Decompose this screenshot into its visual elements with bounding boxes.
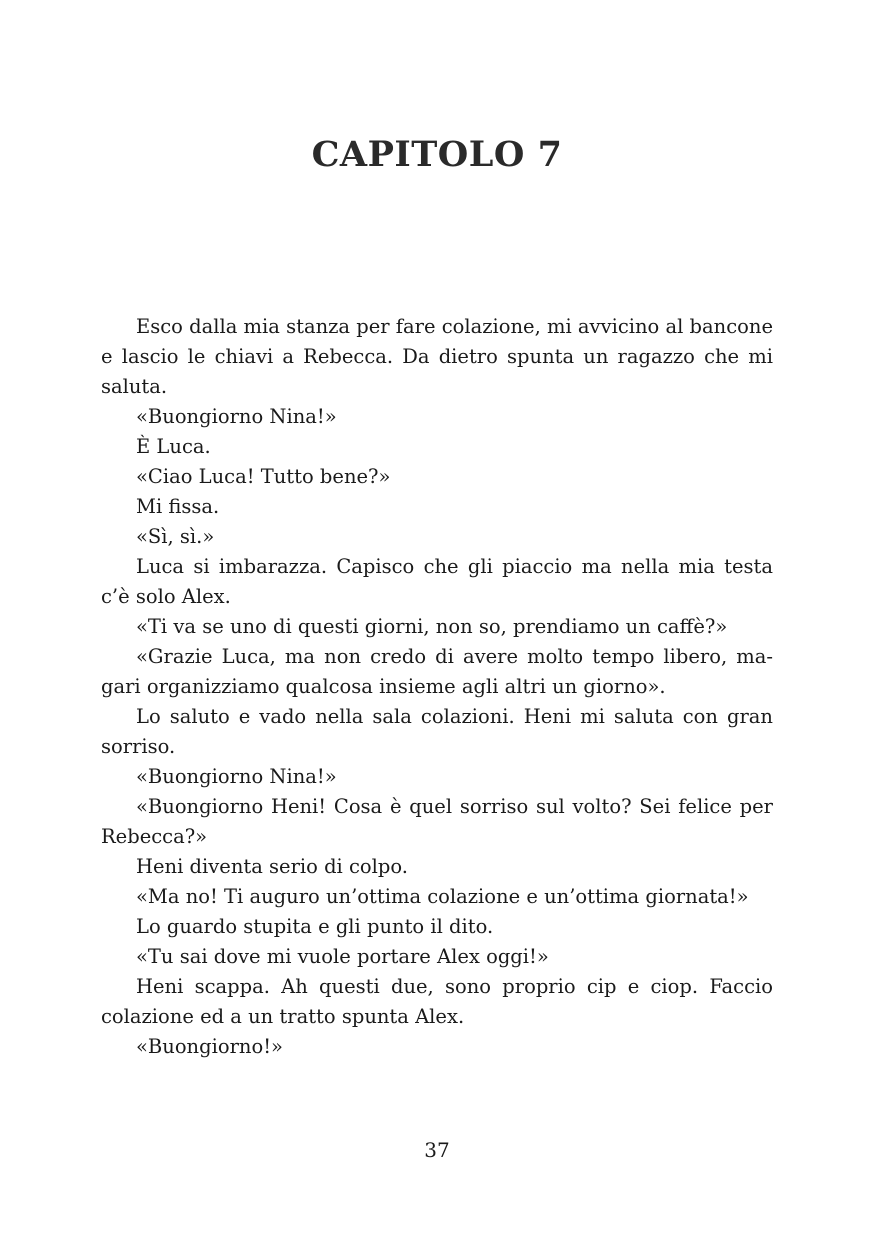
chapter-title: CAPITOLO 7 [311, 134, 563, 175]
paragraph: Lo guardo stupita e gli punto il dito. [136, 915, 494, 938]
paragraph: Lo saluto e vado nella sala colazioni. Heni mi saluta con gran sorriso. [101, 705, 773, 758]
paragraph: «Buongiorno Heni! Cosa è quel sorriso sul volto? Sei felice per Rebecca?» [101, 795, 773, 848]
paragraph: Mi fissa. [136, 495, 220, 518]
paragraph: È Luca. [136, 435, 211, 458]
paragraph: «Ti va se uno di questi giorni, non so, prendiamo un caffè?» [136, 615, 728, 638]
paragraph: «Ma no! Ti auguro un’ottima colazione e un’ottima giornata!» [136, 885, 749, 908]
paragraph: «Tu sai dove mi vuole portare Alex oggi!» [136, 945, 549, 968]
paragraph: Esco dalla mia stanza per fare colazione, mi avvicino al bancone e lascio le chiavi a Rebecca. Da dietro spunta un ragazzo che mi saluta. [101, 315, 773, 398]
page-number: 37 [424, 1138, 450, 1162]
paragraph: «Buongiorno Nina!» [136, 405, 337, 428]
paragraph: «Ciao Luca! Tutto bene?» [136, 465, 391, 488]
paragraph: Heni scappa. Ah questi due, sono proprio cip e ciop. Faccio colazione ed a un tratto spunta Alex. [101, 975, 773, 1028]
paragraph: «Grazie Luca, ma non credo di avere molto tempo libero, magari organizziamo qualcosa insieme agli altri un giorno». [101, 645, 773, 698]
chapter-body [101, 312, 773, 1062]
paragraph: Luca si imbarazza. Capisco che gli piaccio ma nella mia testa c’è solo Alex. [101, 555, 773, 608]
paragraph: «Sì, sì.» [136, 525, 215, 548]
paragraph: «Buongiorno Nina!» [136, 765, 337, 788]
paragraph: Heni diventa serio di colpo. [136, 855, 408, 878]
paragraph: «Buongiorno!» [136, 1035, 283, 1058]
